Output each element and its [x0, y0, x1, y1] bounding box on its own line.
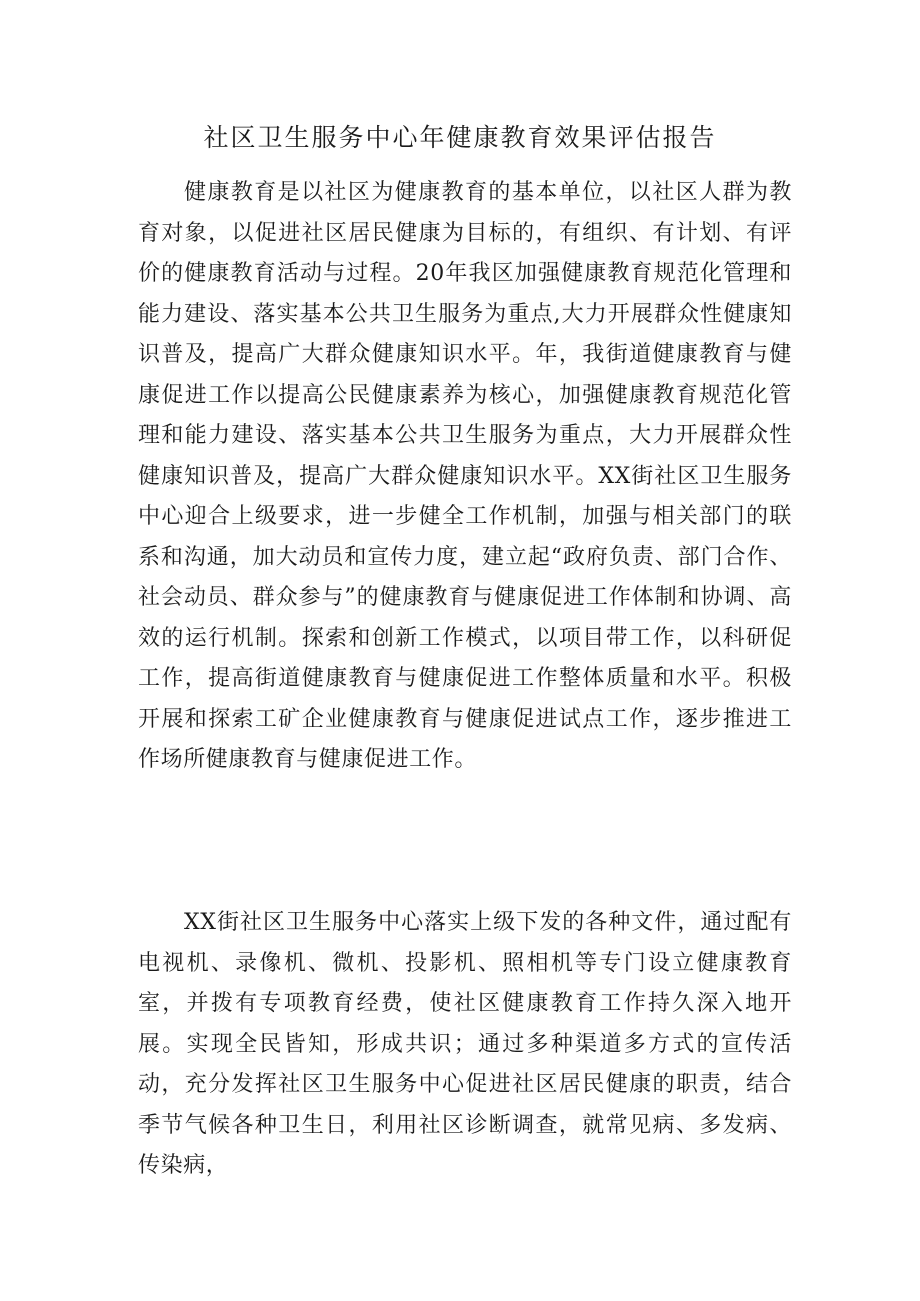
document-title: 社区卫生服务中心年健康教育效果评估报告 — [203, 123, 717, 152]
paragraph-2: XX街社区卫生服务中心落实上级下发的各种文件，通过配有电视机、录像机、微机、投影机、照相机等专门设立健康教育室，并拨有专项教育经费，使社区健康教育工作持久深入地开展。实现全民皆知，形成共识；通过多种渠道多方式的宣传活动，充分发挥社区卫生服务中心促进社区居民健康的职责，结合季节气候各种卫生日，利用社区诊断调查，就常见病、多发病、传染病， — [138, 910, 792, 1178]
paragraph-1: 健康教育是以社区为健康教育的基本单位，以社区人群为教育对象，以促进社区居民健康为目标的，有组织、有计划、有评价的健康教育活动与过程。20年我区加强健康教育规范化管理和能力建设、落实基本公共卫生服务为重点,大力开展群众性健康知识普及，提高广大群众健康知识水平。年，我街道健康教育与健康促进工作以提高公民健康素养为核心，加强健康教育规范化管理和能力建设、落实基本公共卫生服务为重点，大力开展群众性健康知识普及，提高广大群众健康知识水平。XX街社区卫生服务中心迎合上级要求，进一步健全工作机制，加强与相关部门的联系和沟通，加大动员和宣传力度，建立起“政府负责、部门合作、社会动员、群众参与”的健康教育与健康促进工作体制和协调、高效的运行机制。探索和创新工作模式，以项目带工作，以科研促工作，提高街道健康教育与健康促进工作整体质量和水平。积极开展和探索工矿企业健康教育与健康促进试点工作，逐步推进工作场所健康教育与健康促进工作。 — [138, 180, 792, 772]
